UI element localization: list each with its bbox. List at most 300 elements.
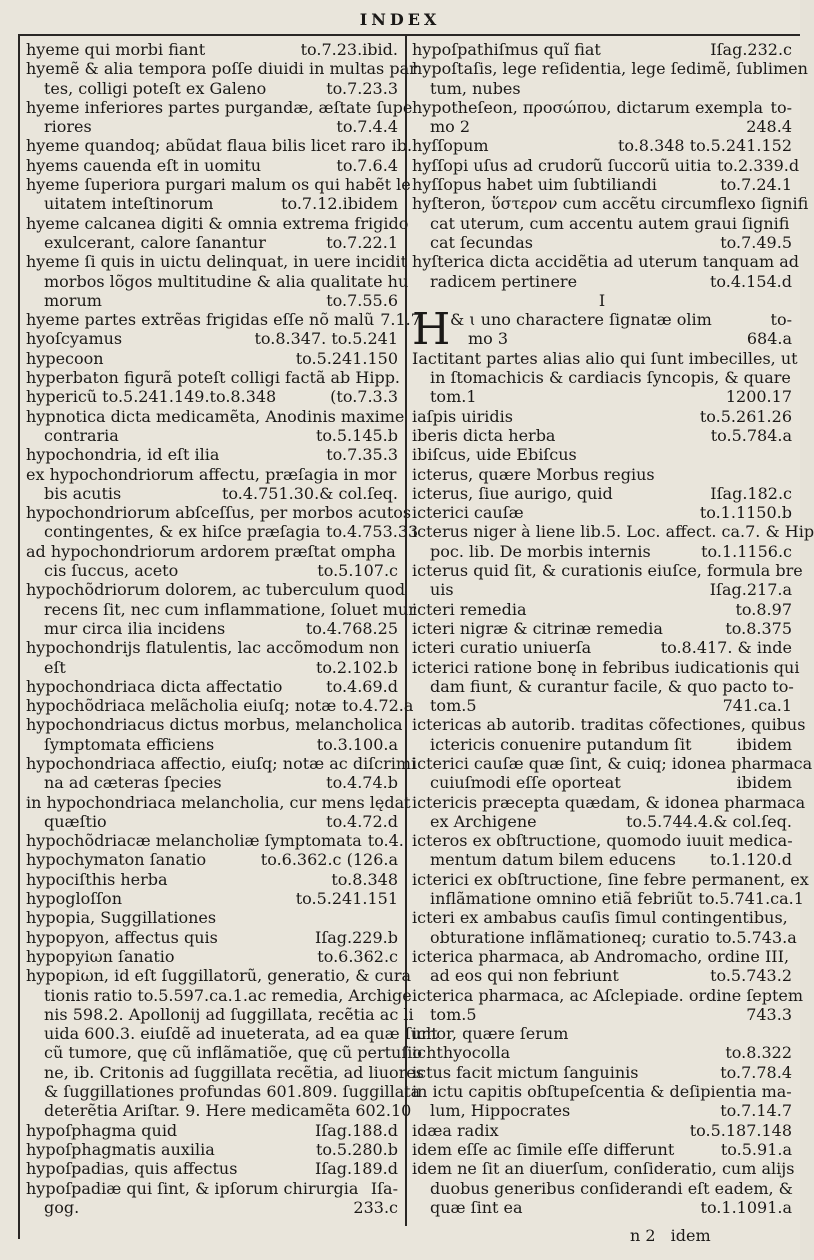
entry-reference: to.4.154.d [710,271,792,291]
entry-text: idæa radix [412,1120,499,1140]
entry-reference: 1200.17 [725,387,792,407]
entry-text: ne, ib. Critonis ad ſuggillata recẽtia, ad liuores [44,1062,424,1082]
entry-reference: ib. [391,136,413,156]
index-entry [26,1159,398,1178]
entry-line [412,947,792,966]
entry-text: & ɩ uno charactere ſignatæ olim [450,310,712,330]
index-entry [26,503,419,542]
entry-line [412,985,804,1005]
entry-line [26,677,398,696]
index-entry [412,1121,792,1140]
entry-reference: to.7.4.4 [336,117,398,137]
entry-reference: 684.a [746,329,792,349]
entry-line [412,1121,792,1140]
entry-text: hypoſpadiæ qui ſint, & ipſorum chirurgia [26,1178,359,1198]
entry-text: mo 2 [430,117,471,137]
entry-reference: to.1.1150.b [699,503,792,523]
entry-text: in ſtomachicis & cardiacis ſyncopis, & quare [430,368,791,388]
entry-text: riores [44,117,92,137]
entry-line [412,214,792,233]
entry-text: contraria [44,425,119,445]
entry-reference: to.8.347. to.5.241 [254,329,398,349]
entry-reference: to.4.74.b [326,773,398,793]
entry-text: hypecoon [26,348,104,368]
entry-line [26,175,411,195]
entry-text: cat ſecundas [430,232,533,252]
entry-line [26,561,398,580]
index-entry [412,561,803,600]
page-footer [620,1226,711,1245]
entry-text: mentum datum bilem educens [430,850,676,870]
index-entry [26,213,409,253]
index-entry [412,1063,792,1082]
entry-text: icterus, ſiue aurigo, quid [412,483,613,503]
entry-reference: to.5.145.b [316,425,398,445]
entry-line [26,213,409,233]
index-entry [412,155,800,175]
entry-reference: to.4.69.d [326,676,398,696]
index-entry [26,252,409,310]
entry-text: ex Archigene [430,811,537,831]
entry-text: icterus niger à liene lib.5. Loc. affect. ca.7. & Hip [412,522,814,542]
entry-text: cuiuſmodi eſſe oporteat [430,773,621,793]
entry-text: hypoſpadias, quis affectus [26,1159,238,1179]
entry-line [26,735,398,754]
entry-line [412,812,792,831]
entry-text: mo 3 [468,329,509,349]
entry-text: tom.5 [430,696,477,716]
entry-line [26,40,398,59]
entry-line [26,117,398,136]
entry-line [412,619,792,638]
index-entry [412,348,798,407]
index-entry [412,1082,792,1121]
entry-text: icteros ex obſtructione, quomodo iuuit medica- [412,831,793,851]
entry-reference: Iſag.229.b [315,927,398,947]
entry-reference: to.5.744.4.& col.ſeq. [626,811,792,831]
entry-line [26,233,398,252]
entry-text: deterẽtia Ariſtar. 9. Here medicamẽta 602.10 [44,1101,412,1121]
entry-line [412,155,800,175]
entry-reference: to.6.362.c (126.a [260,850,398,870]
entry-reference: 248.4 [746,117,792,137]
entry-line [412,1043,792,1062]
entry-text: duobus generibus conſiderandi eſt eadem, & [430,1178,793,1198]
entry-text: hypociſthis herba [26,869,168,889]
entry-text: icterici ex obſtructione, ſine febre permanent, ex [412,869,809,889]
entry-text: ad eos qui non febriunt [430,966,619,986]
index-entry [412,869,809,909]
entry-text: hypoſphagmatis auxilia [26,1139,215,1159]
entry-text: hypochõdriacæ melancholiæ ſymptomata [26,831,362,851]
entry-line [412,542,792,561]
entry-text: hypopiωn, id eſt ſuggillatorũ, generatio, & cura [26,966,412,986]
entry-text: icteri curatio uniuerſa [412,638,592,658]
index-entry [412,522,814,561]
entry-reference: to- [770,310,792,330]
entry-reference: to.5.107.c [317,561,398,581]
entry-line [412,522,814,542]
entry-text: hypericũ to.5.241.149.to.8.348 [26,387,277,407]
section-letter-i: I [598,290,606,310]
entry-text: tes, colligi poteſt ex Galeno [44,78,267,98]
entry-line [26,79,398,98]
entry-text: ad hypochondriorum ardorem præſtat ompha [26,541,396,561]
entry-text: ictericas ab autorib. traditas cõfectiones, quibus [412,715,806,735]
entry-text: ictericis conuenire putandum ſit [430,734,692,754]
entry-reference: to.5.261.26 [699,406,792,426]
entry-text: hypogloſſon [26,889,122,909]
entry-text: hypotheſeon, προσώπου, dictarum exempla [412,97,764,117]
entry-text: morbos lõgos multitudine & alia qualitate hu [44,271,409,291]
entry-reference: ibidem [736,773,792,793]
entry-line [26,503,412,523]
entry-reference: to.7.35.3 [326,445,398,465]
entry-line [412,1179,792,1198]
entry-line [412,272,792,291]
entry-line [26,658,398,677]
entry-text: hyeme quandoq; abũdat flaua bilis licet raro [26,136,386,156]
entry-line [26,792,411,812]
entry-reference: Iſag.232.c [710,40,792,59]
entry-text: quæ ſint ea [430,1197,523,1217]
entry-text: hyoſcyamus [26,329,123,349]
entry-text: hyſteron, ὕστερον cum accẽtu circumflexo ſignifi [412,194,809,214]
entry-text: hyſterica dicta accidẽtia ad uterum tanquam ad [412,252,800,272]
index-entry [412,908,797,947]
entry-text: hypochondriacus dictus morbus, melancholica [26,715,403,735]
entry-text: hyeme inferiores partes purgandæ, æſtate ſupe [26,97,413,117]
i-entries [412,348,814,1217]
dropcap-entry [412,304,792,356]
entry-line [412,753,813,773]
index-entry [26,349,398,368]
index-entry [26,870,398,889]
index-entry [26,97,413,137]
left-rule [18,34,20,1239]
entry-reference: to.5.280.b [316,1139,398,1159]
entry-line [412,792,806,812]
entry-line [26,966,412,986]
entry-line [26,1198,398,1217]
index-entry [26,1121,398,1140]
entry-line [26,426,398,445]
signature-mark: n 2 [630,1226,656,1245]
entry-line [26,406,405,426]
entry-text: dam fiunt, & curantur facile, & quo pacto to- [430,676,794,696]
entry-text: ibiſcus, uide Ebiſcus [412,445,577,465]
entry-line [412,1101,792,1120]
entry-line [26,638,398,657]
index-entry [26,715,403,754]
entry-line [412,657,800,677]
index-entry [412,484,792,503]
index-entry [26,966,438,1121]
index-entry [26,696,414,716]
entry-line [412,773,792,792]
entry-line [26,696,414,716]
entry-text: ichor, quære ſerum [412,1024,569,1044]
entry-text: cis ſuccus, aceto [44,561,179,581]
index-entry [26,947,398,966]
top-rule [18,34,800,36]
entry-text: nis 598.2. Apollonij ad ſuggillata, recẽtia ac li [44,1004,414,1024]
entry-text: hyeme calcanea digiti & omnia extrema frigido [26,213,409,233]
index-entry [26,850,398,869]
entry-line [412,735,792,754]
entry-reference: 741.ca.1 [722,696,792,716]
index-entry [26,406,405,446]
entry-line [26,870,398,889]
entry-text: in ictu capitis obſtupeſcentia & deſipientia ma- [412,1082,792,1102]
entry-reference: to.7.6.4 [336,155,398,175]
entry-line [412,407,792,426]
left-column [26,40,438,1230]
entry-reference: to.4.72.a [342,696,414,716]
entry-text: iberis dicta herba [412,425,556,445]
entry-text: quæſtio [44,811,107,831]
index-entry [412,252,800,291]
entry-line [412,252,800,272]
entry-reference: to.7.78.4 [720,1062,792,1082]
entry-line [26,599,416,619]
entry-reference: Iſa- [370,1178,398,1198]
entry-text: uida 600.3. eiuſdẽ ad inueterata, ad ea quæ ſunt [44,1024,438,1044]
entry-line [26,908,398,927]
entry-reference: to.5.743.2 [710,966,792,986]
entry-text: icterica pharmaca, ab Andromacho, ordine III, [412,946,790,966]
index-entry [26,329,398,348]
index-entry [412,59,808,98]
entry-reference: to.7.14.7 [720,1101,792,1121]
entry-line [26,387,398,406]
entry-line [26,310,421,330]
index-entry [412,715,806,754]
entry-text: hypochondriaca dicta affectatio [26,676,283,696]
entry-reference: to.7.49.5 [720,232,792,252]
entry-text: gog. [44,1197,80,1217]
entry-line [450,329,792,348]
index-entry [412,985,804,1025]
index-entry [412,600,792,619]
entry-text: ictericis præcepta quædam, & idonea pharmaca [412,792,806,812]
index-entry [412,175,792,194]
entry-text: icterus, quære Morbus regius [412,464,655,484]
entry-line [450,310,792,329]
entry-reference: (to.7.3.3 [330,387,398,407]
entry-text: hypoſpathiſmus quĩ fiat [412,40,601,59]
index-entry [26,792,411,832]
entry-line [26,831,404,851]
entry-line [412,638,792,657]
entry-text: hyeme qui morbi fiant [26,40,206,59]
index-entry [26,136,413,156]
index-entry [26,1140,398,1159]
entry-line [412,426,792,445]
index-entry [412,40,792,59]
entry-text: tum, nubes [430,78,521,98]
entry-reference: to.5.241.151 [295,889,398,909]
entry-reference: to.7.22.1 [326,232,398,252]
index-entry [26,445,398,464]
entry-text: in hypochondriaca melancholia, cur mens lędat [26,792,411,812]
entry-reference: to.8.322 [725,1043,792,1063]
entry-line [26,1024,438,1044]
index-entry [26,542,398,581]
index-entry [26,638,398,677]
entry-text: hypochondrijs flatulentis, lac accõmodum non [26,638,400,658]
entry-line [26,465,398,484]
entry-text: hypochõdriaca melãcholia eiuſq; notæ [26,696,337,716]
entry-text: inflãmatione omnino etiã febriũt [430,889,693,909]
entry-line [412,1063,792,1082]
index-entry [412,1140,792,1159]
index-entry [26,1179,398,1218]
entry-text: tom.1 [430,387,477,407]
index-entry [412,98,792,137]
entry-text: hyperbaton figurã poteſt colligi factã ab Hipp. [26,368,401,388]
entry-text: recens ſit, nec cum inflammatione, ſoluet mur [44,599,416,619]
dropcap-letter: H [412,304,451,356]
index-entry [412,426,792,445]
entry-reference: to.7.23.3 [326,78,398,98]
entry-reference: to.5.91.a [720,1139,792,1159]
index-entry [412,947,792,986]
entry-text: lum, Hippocrates [430,1101,571,1121]
index-entry [412,1043,792,1062]
entry-reference: to.2.339.d [717,155,800,175]
entry-line [412,561,803,581]
entry-line [26,1004,414,1024]
entry-line [26,1062,424,1082]
entry-line [26,349,398,368]
index-entry [412,638,792,657]
entry-text: hypopia, Suggillationes [26,908,217,928]
entry-reference: to- [770,97,792,117]
entry-text: hypnotica dicta medicamẽta, Anodinis maxime [26,406,405,426]
entry-line [412,580,792,599]
entry-text: icteri remedia [412,599,527,619]
entry-line [412,348,798,368]
entry-line [26,59,417,79]
entry-reference: to.2.102.b [316,657,398,677]
entry-text: mur circa ilia incidens [44,618,226,638]
entry-reference: to.8.348 to.5.241.152 [617,136,792,156]
entry-text: poc. lib. De morbis internis [430,541,651,561]
entry-text: ictus facit mictum ſanguinis [412,1062,639,1082]
entry-line [412,677,792,696]
entry-reference: 743.3 [746,1004,792,1024]
entry-text: eſt [44,657,66,677]
entry-line [26,812,398,831]
entry-reference: to.5.187.148 [689,1120,792,1140]
entry-line [412,136,792,155]
entry-line [26,580,406,600]
entry-text: hyeme partes extrẽas frigidas eſſe nõ malũ [26,310,375,330]
entry-line [26,136,413,156]
entry-text: hyeme ſi quis in uictu delinquat, in uere incidit [26,252,408,272]
entry-reference: to.5.241.150 [295,348,398,368]
entry-reference: to.5.743.a [715,927,797,947]
index-entry [26,753,417,793]
catchword: idem [670,1226,711,1245]
entry-line [26,329,398,348]
entry-line [26,1043,423,1063]
index-entry [412,194,809,252]
entry-line [26,484,398,503]
entry-reference: ibidem [736,734,792,754]
entry-text: tionis ratio to.5.597.ca.1.ac remedia, Archige [44,985,412,1005]
entry-line [412,98,792,117]
entry-line [26,753,417,773]
entry-line [26,156,398,175]
index-entry [412,831,792,870]
entry-line [26,542,398,561]
entry-line [412,1159,795,1179]
entry-text: icterus quid ſit, & curationis eiuſce, formula bre [412,561,803,581]
entry-reference: to.8.97 [735,599,792,619]
entry-text: hypoſtaſis, lege reſidentia, lege ſedimẽ, ſublimen [412,59,808,79]
entry-text: hyſſopi uſus ad crudorũ ſuccorũ uitia [412,155,712,175]
index-entry [412,792,806,832]
entry-text: ex hypochondriorum affectu, præſagia in mor [26,464,397,484]
entry-text: idem eſſe ac ſimile eſſe differunt [412,1139,675,1159]
entry-line [26,522,419,542]
entry-line [412,79,792,98]
index-entry [26,677,398,696]
entry-text: hypopyon, affectus quis [26,927,218,947]
index-entry [412,407,792,426]
index-entry [26,831,404,851]
entry-text: radicem pertinere [430,271,578,291]
entry-text: hyſſopus habet uim ſubtiliandi [412,175,657,195]
entry-line [26,252,408,272]
index-entry [412,753,813,793]
entry-reference: to.1.120.d [710,850,792,870]
entry-text: hyeme ſuperiora purgari malum os qui habẽt le [26,175,411,195]
entry-line [412,40,792,59]
entry-text: hypochymaton ſanatio [26,850,207,870]
entry-text: icterica pharmaca, ac Aſclepiade. ordine ſeptem [412,985,804,1005]
entry-line [26,619,398,638]
entry-line [412,600,792,619]
entry-text: & ſuggillationes profundas 601.809. ſuggillata [44,1082,421,1102]
entry-text: hypochondria, id eſt ilia [26,445,220,465]
entry-line [26,291,398,310]
entry-line [412,1082,792,1101]
index-entry [26,928,398,947]
entry-text: hyſſopum [412,136,489,156]
entry-reference: to.4.751.30.& col.ſeq. [221,483,398,503]
index-entry [412,465,792,484]
entry-line [26,271,409,291]
entry-line [412,1024,792,1043]
entry-line [412,1005,792,1024]
entry-reference: Iſag.182.c [710,483,792,503]
entry-line [26,1101,412,1121]
entry-text: cat uterum, cum accentu autem graui ſignifi [430,213,790,233]
entry-reference: to.3.100.a [316,734,398,754]
entry-line [26,1140,398,1159]
entry-reference: to.5.741.ca.1 [698,889,804,909]
entry-line [26,97,413,117]
index-entry [26,580,416,638]
entry-reference: to.7.23.ibid. [300,40,398,59]
entry-line [412,966,792,985]
entry-text: na ad cæteras ſpecies [44,773,222,793]
index-entry [26,59,417,98]
entry-reference: to.1.1156.c [701,541,792,561]
